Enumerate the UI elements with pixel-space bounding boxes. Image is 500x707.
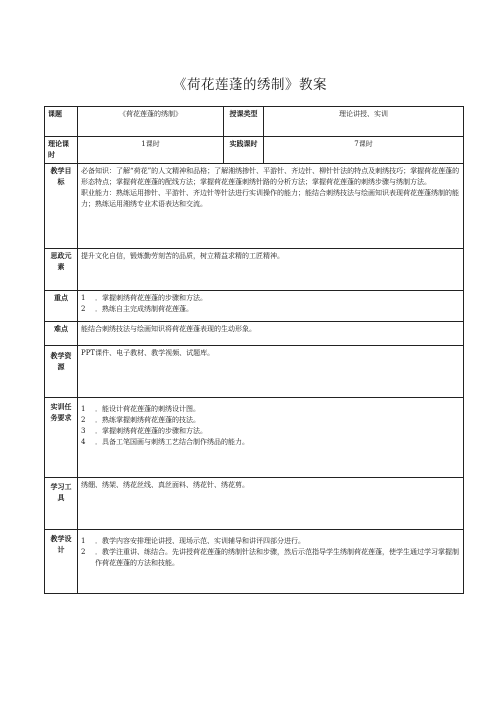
goals-content <box>78 164 464 249</box>
tools-text: 绣绷、绣架、绣花丝线、真丝面料、绣花针、绣花剪。 <box>78 478 464 530</box>
difficulty-row <box>45 322 464 346</box>
goals-knowledge: 必备知识：了解“荷花”的人文精神和品格；了解湘绣掺针、平游针、齐边针、柳针针法的特点及刺绣技巧；掌握荷花莲蓬的形态特点；掌握荷花莲蓬的配线方法；掌握荷花莲蓬刺绣针路的分析方法；掌握荷花莲蓬的刺绣步骤与绣制方法。 <box>81 167 460 186</box>
task-item: 1 ．能设计荷花莲蓬的刺绣设计图。 <box>81 405 200 413</box>
practice-hours-label: 实践课时 <box>224 137 264 164</box>
lesson-plan-table <box>44 106 464 594</box>
course-row <box>45 107 464 137</box>
key-points-label: 重点 <box>45 291 78 322</box>
theory-hours-label: 理论课时 <box>45 137 78 164</box>
goals-row <box>45 164 464 249</box>
goals-ability: 职业能力：熟练运用掺针、平游针、齐边针等针法进行实训操作的能力；能结合刺绣技法与绘画知识表现荷花莲蓬绣制的能力；熟练运用湘绣专业术语表达和交流。 <box>81 188 459 208</box>
design-row <box>45 530 464 594</box>
design-label: 教学设计 <box>45 530 78 594</box>
tasks-content <box>78 398 464 478</box>
resources-label: 教学资源 <box>45 346 78 398</box>
course-label: 课题 <box>45 107 78 137</box>
tasks-row <box>45 398 464 478</box>
resources-row <box>45 346 464 398</box>
ideology-label: 思政元素 <box>45 249 78 291</box>
design-item: 2 ．教学注重讲、练结合。先讲授荷花莲蓬的绣制针法和步骤，然后示范指导学生绣制荷花莲蓬，使学生通过学习掌握制作荷花莲蓬的方法和技能。 <box>81 547 459 567</box>
tools-row <box>45 478 464 530</box>
tools-label: 学习工具 <box>45 478 78 530</box>
design-content <box>78 530 464 594</box>
goals-label: 教学目标 <box>45 164 78 249</box>
practice-hours-value: 7课时 <box>264 137 464 164</box>
difficulty-text: 能结合刺绣技法与绘画知识将荷花莲蓬表现的生动形象。 <box>78 322 464 346</box>
ideology-text: 提升文化自信，锻炼勤劳刻苦的品质，树立精益求精的工匠精神。 <box>78 249 464 291</box>
design-item: 1 ．教学内容安排理论讲授、现场示范、实训辅导和讲评四部分进行。 <box>81 537 305 545</box>
document-title: 《荷花莲蓬的绣制》教案 <box>173 77 327 93</box>
resources-text: PPT课件、电子教材、教学视频、试题库。 <box>78 346 464 398</box>
key-point-item: 2 ．熟练自主完成绣制荷花莲蓬。 <box>81 304 193 313</box>
theory-hours-value: 1课时 <box>78 137 224 164</box>
tasks-label: 实训任务要求 <box>45 398 78 478</box>
hours-row <box>45 137 464 164</box>
course-value: 《荷花莲蓬的绣制》 <box>78 107 224 137</box>
key-points-content <box>78 291 464 322</box>
type-label: 授课类型 <box>224 107 264 137</box>
type-value: 理论讲授、实训 <box>264 107 464 137</box>
key-point-item: 1 ．掌握刺绣荷花莲蓬的步骤和方法。 <box>81 294 207 302</box>
ideology-row <box>45 249 464 291</box>
task-item: 4 ．具备工笔国画与刺绣工艺结合制作绣品的能力。 <box>81 437 249 446</box>
difficulty-label: 难点 <box>45 322 78 346</box>
task-item: 2 ．熟练掌握刺绣荷花莲蓬的技法。 <box>81 415 200 424</box>
task-item: 3 ．掌握刺绣荷花莲蓬的步骤和方法。 <box>81 426 207 435</box>
key-points-row <box>45 291 464 322</box>
